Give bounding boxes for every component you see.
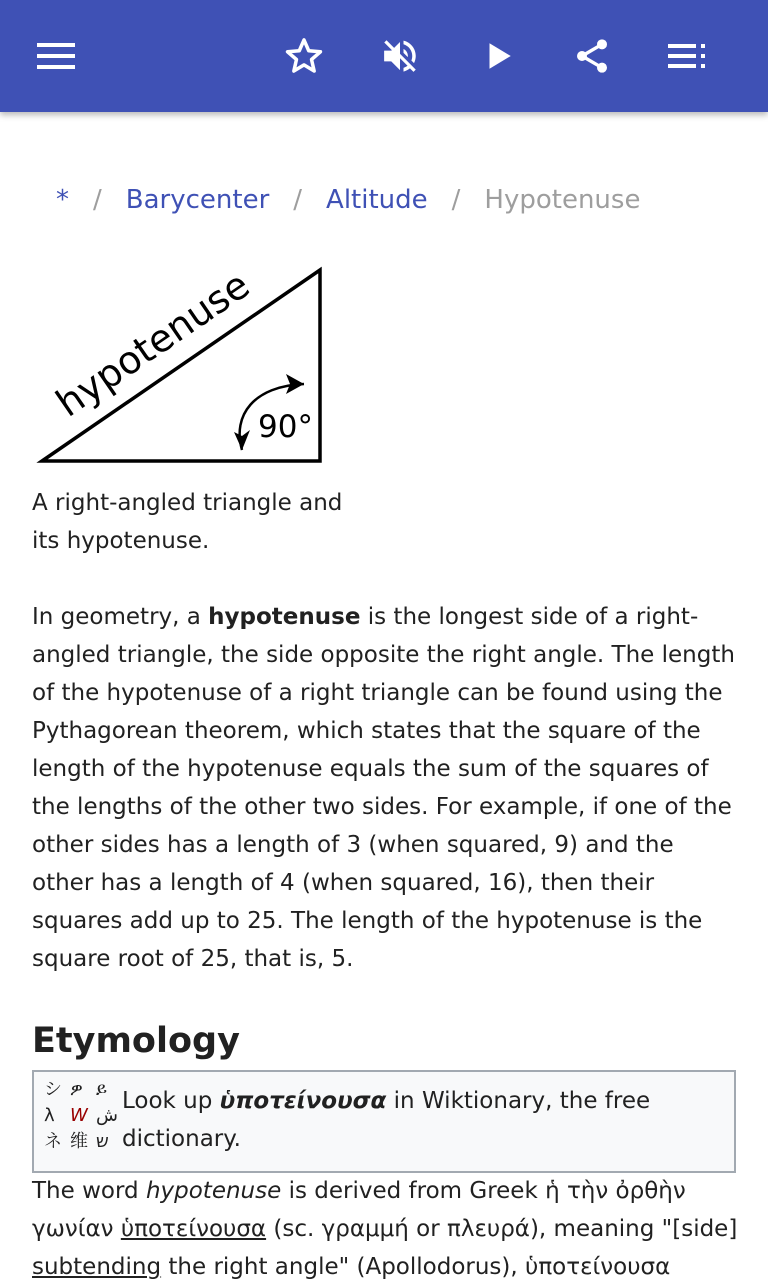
etymology-term: hypotenuse <box>145 1178 282 1204</box>
breadcrumb-separator: / <box>293 185 303 215</box>
breadcrumb-separator: / <box>451 185 461 215</box>
logo-glyph: W <box>70 1105 88 1126</box>
etymology-text: the right angle" (Apollodorus), ὑποτείνουσα <box>161 1254 671 1280</box>
etymology-paragraph <box>32 1172 746 1280</box>
star-outline-icon <box>283 35 325 77</box>
mute-button[interactable] <box>372 28 428 84</box>
logo-glyph: ዎ <box>70 1079 83 1100</box>
logo-glyph: ይ <box>96 1079 108 1100</box>
wiktionary-text <box>122 1082 722 1158</box>
logo-glyph: 维 <box>70 1131 88 1152</box>
logo-glyph: λ <box>44 1105 55 1126</box>
volume-off-icon <box>379 35 421 77</box>
angle-label: 90° <box>258 409 313 445</box>
breadcrumb-current: Hypotenuse <box>484 185 641 215</box>
triangle-figure[interactable] <box>32 260 342 474</box>
playlist-icon <box>668 42 708 70</box>
article-content <box>0 112 768 1280</box>
menu-button[interactable] <box>28 28 84 84</box>
breadcrumb-home-link[interactable]: * <box>56 185 69 215</box>
intro-text: In geometry, a <box>32 604 209 630</box>
logo-glyph: ش <box>96 1105 118 1126</box>
figure-caption: A right-angled triangle and its hypotenuse. <box>32 490 343 554</box>
etymology-text: (sc. γραμμή or πλευρά), meaning "[side] <box>266 1216 738 1242</box>
section-heading-etymology: Etymology <box>32 1021 240 1061</box>
etymology-text: is derived from Greek ἡ τὴν ὀρθὴν γωνίαν <box>32 1178 686 1242</box>
breadcrumb-item-altitude[interactable]: Altitude <box>326 185 428 215</box>
etymology-link-hypoteinousa[interactable]: ὑποτείνουσα <box>120 1216 267 1242</box>
intro-text: is the longest side of a right-angled triangle, the side opposite the right angle. The length of the hypotenuse of a right triangle can be found using the Pythagorean theorem, which states that the square of the length of the hypotenuse equals the sum of the squares of the lengths of the other two sides. For example, if one of the other sides has a length of 3 (when squared, 9) and the other has a length of 4 (when squared, 16), then their squares add up to 25. The length of the hypotenuse is the square root of 25, that is, 5. <box>32 604 735 972</box>
wiktionary-link[interactable]: ὑποτείνουσα <box>219 1088 387 1114</box>
intro-term: hypotenuse <box>208 604 361 630</box>
right-triangle-diagram <box>32 260 332 470</box>
logo-glyph: ネ <box>44 1131 62 1152</box>
hypotenuse-label: hypotenuse <box>48 262 258 426</box>
intro-paragraph <box>32 598 736 978</box>
breadcrumb-item-barycenter[interactable]: Barycenter <box>125 185 270 215</box>
wiktionary-text-part: in Wiktionary, the free dictionary. <box>122 1088 651 1152</box>
share-icon <box>572 36 612 76</box>
playlist-button[interactable] <box>660 28 716 84</box>
breadcrumb <box>56 180 640 220</box>
wiktionary-box <box>32 1070 736 1173</box>
logo-glyph: シ <box>44 1079 62 1100</box>
etymology-text: The word <box>32 1178 146 1204</box>
wiktionary-text-part: Look up <box>122 1088 220 1114</box>
etymology-link-subtending[interactable]: subtending <box>32 1254 162 1280</box>
play-icon <box>481 39 515 73</box>
app-toolbar <box>0 0 768 112</box>
logo-glyph: ש <box>96 1131 109 1152</box>
breadcrumb-separator: / <box>93 185 102 215</box>
bookmark-button[interactable] <box>276 28 332 84</box>
share-button[interactable] <box>564 28 620 84</box>
play-button[interactable] <box>470 28 526 84</box>
menu-icon <box>37 42 75 70</box>
wiktionary-logo-icon <box>42 1078 118 1156</box>
